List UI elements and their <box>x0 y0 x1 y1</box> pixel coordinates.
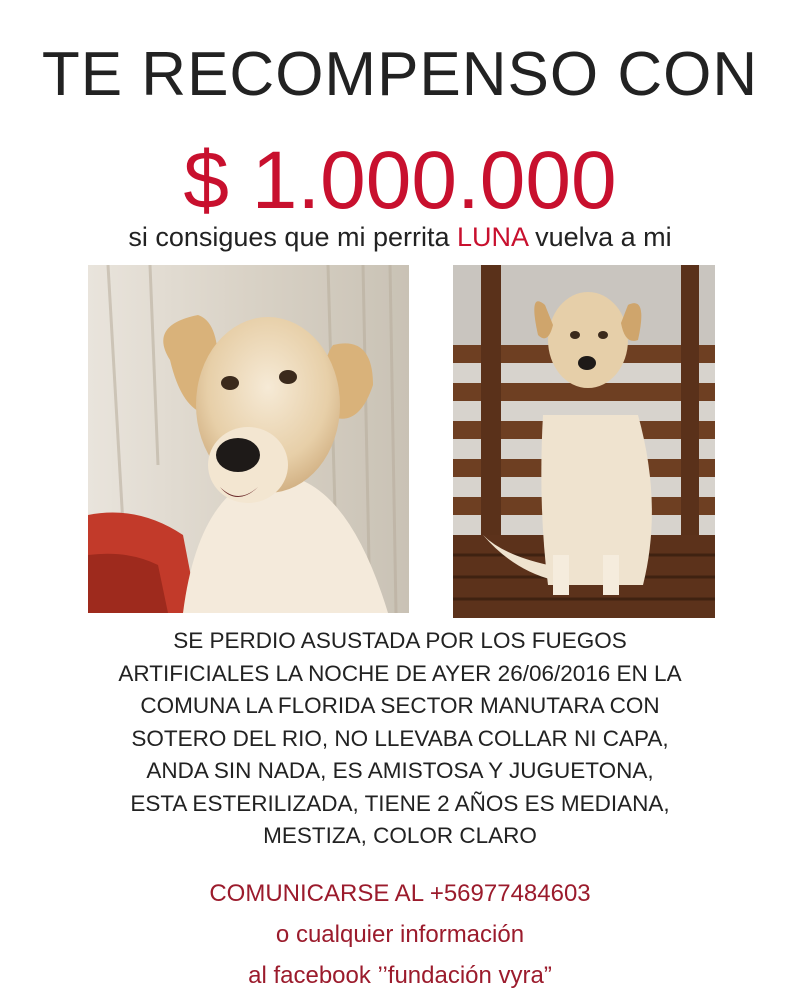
description-line: ARTIFICIALES LA NOCHE DE AYER 26/06/2016 EN LA <box>118 660 682 686</box>
description-line: ESTA ESTERILIZADA, TIENE 2 AÑOS ES MEDIANA, <box>130 790 670 816</box>
dog-portrait-photo <box>88 265 409 613</box>
contact-facebook: al facebook ’’fundación vyra” <box>248 962 552 989</box>
description-line: ANDA SIN NADA, ES AMISTOSA Y JUGUETONA, <box>146 758 654 783</box>
description-line: SOTERO DEL RIO, NO LLEVABA COLLAR NI CAPA, <box>131 725 669 751</box>
tagline-after: vuelva a mi <box>535 222 672 252</box>
reward-amount: $ 1.000.000 <box>183 135 617 226</box>
contact-phone: COMUNICARSE AL +56977484603 <box>209 880 591 907</box>
dog-name: LUNA <box>457 222 528 252</box>
description <box>40 625 760 853</box>
description-line: MESTIZA, COLOR CLARO <box>263 823 537 848</box>
dog-sitting-photo <box>453 265 715 618</box>
description-line: SE PERDIO ASUSTADA POR LOS FUEGOS <box>173 628 627 653</box>
headline: TE RECOMPENSO CON <box>41 40 759 109</box>
tagline <box>0 222 800 253</box>
description-line: COMUNA LA FLORIDA SECTOR MANUTARA CON <box>140 693 660 718</box>
contact-info-line: o cualquier información <box>275 921 525 948</box>
tagline-before: si consigues que mi perrita <box>128 222 450 252</box>
contact-info <box>0 873 800 996</box>
